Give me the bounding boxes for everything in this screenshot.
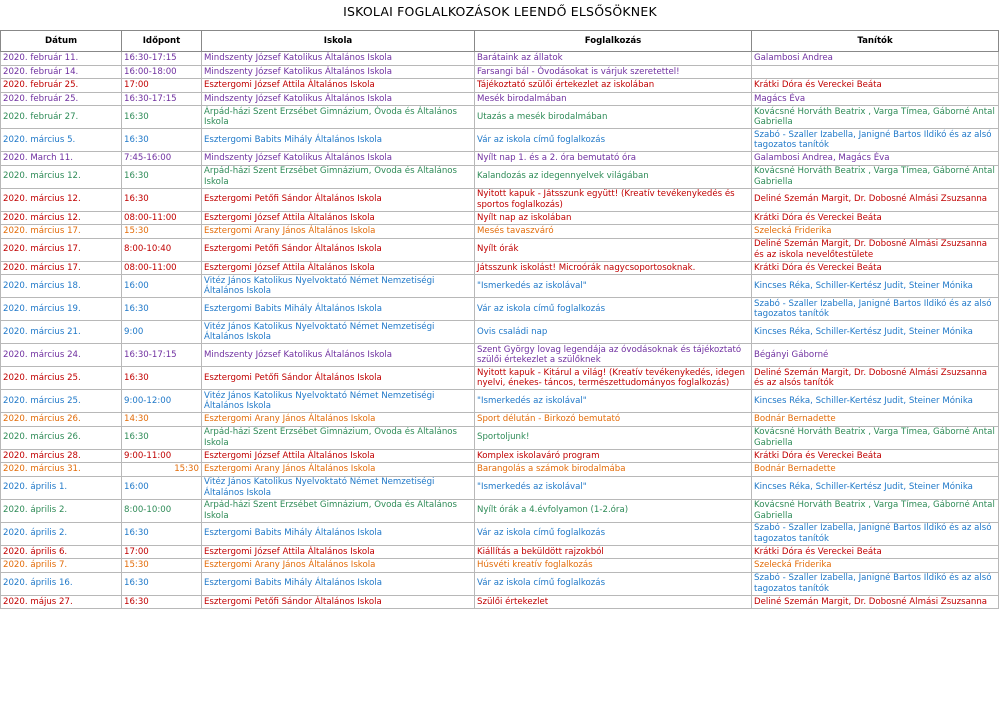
teachers-cell: Szabó - Szaller Izabella, Janigné Bartos Ildikó és az alsó tagozatos tanítók bbox=[752, 298, 999, 321]
time-cell: 16:30 bbox=[122, 595, 202, 609]
date-cell: 2020. március 26. bbox=[1, 413, 122, 427]
activity-cell: Ovis családi nap bbox=[475, 321, 752, 344]
teachers-cell: Kincses Réka, Schiller-Kertész Judit, Steiner Mónika bbox=[752, 476, 999, 499]
date-cell: 2020. március 18. bbox=[1, 275, 122, 298]
table-row bbox=[1, 390, 999, 413]
teachers-cell bbox=[752, 65, 999, 79]
page-title: ISKOLAI FOGLALKOZÁSOK LEENDŐ ELSŐSÖKNEK bbox=[343, 4, 657, 19]
time-cell: 16:30 bbox=[122, 572, 202, 595]
table-row bbox=[1, 572, 999, 595]
teachers-cell: Bodnár Bernadette bbox=[752, 463, 999, 477]
school-cell: Árpád-házi Szent Erzsébet Gimnázium, Óvoda és Általános Iskola bbox=[202, 106, 475, 129]
teachers-cell: Deliné Szemán Margit, Dr. Dobosné Almási Zsuzsanna és az iskola nevelőtestülete bbox=[752, 238, 999, 261]
table-row bbox=[1, 79, 999, 93]
date-cell: 2020. március 25. bbox=[1, 367, 122, 390]
date-cell: 2020. február 11. bbox=[1, 52, 122, 66]
school-cell: Vitéz János Katolikus Nyelvoktató Német Nemzetiségi Általános Iskola bbox=[202, 275, 475, 298]
time-cell: 16:30-17:15 bbox=[122, 344, 202, 367]
school-cell: Esztergomi Arany János Általános Iskola bbox=[202, 225, 475, 239]
activity-cell: Barátaink az állatok bbox=[475, 52, 752, 66]
time-cell: 16:00-18:00 bbox=[122, 65, 202, 79]
teachers-cell: Szabó - Szaller Izabella, Janigné Bartos Ildikó és az alsó tagozatos tanítók bbox=[752, 572, 999, 595]
date-cell: 2020. május 27. bbox=[1, 595, 122, 609]
date-cell: 2020. március 21. bbox=[1, 321, 122, 344]
header-activity: Foglalkozás bbox=[475, 31, 752, 52]
activity-cell: Szülői értekezlet bbox=[475, 595, 752, 609]
date-cell: 2020. április 16. bbox=[1, 572, 122, 595]
date-cell: 2020. március 24. bbox=[1, 344, 122, 367]
school-cell: Vitéz János Katolikus Nyelvoktató Német Nemzetiségi Általános Iskola bbox=[202, 390, 475, 413]
table-row bbox=[1, 426, 999, 449]
date-cell: 2020. március 19. bbox=[1, 298, 122, 321]
school-cell: Mindszenty József Katolikus Általános Iskola bbox=[202, 52, 475, 66]
school-cell: Mindszenty József Katolikus Általános Iskola bbox=[202, 65, 475, 79]
table-row bbox=[1, 238, 999, 261]
teachers-cell: Krátki Dóra és Vereckei Beáta bbox=[752, 545, 999, 559]
time-cell: 16:30 bbox=[122, 298, 202, 321]
school-cell: Vitéz János Katolikus Nyelvoktató Német Nemzetiségi Általános Iskola bbox=[202, 321, 475, 344]
school-cell: Esztergomi Babits Mihály Általános Iskola bbox=[202, 522, 475, 545]
school-cell: Árpád-házi Szent Erzsébet Gimnázium, Óvoda és Általános Iskola bbox=[202, 165, 475, 188]
teachers-cell: Magács Éva bbox=[752, 92, 999, 106]
table-row bbox=[1, 545, 999, 559]
time-cell: 16:30 bbox=[122, 367, 202, 390]
teachers-cell: Kincses Réka, Schiller-Kertész Judit, Steiner Mónika bbox=[752, 390, 999, 413]
time-cell: 08:00-11:00 bbox=[122, 211, 202, 225]
teachers-cell: Krátki Dóra és Vereckei Beáta bbox=[752, 261, 999, 275]
teachers-cell: Kovácsné Horváth Beatrix , Varga Tímea, Gáborné Antal Gabriella bbox=[752, 106, 999, 129]
table-row bbox=[1, 188, 999, 211]
time-cell: 17:00 bbox=[122, 79, 202, 93]
table-row bbox=[1, 499, 999, 522]
date-cell: 2020. március 17. bbox=[1, 238, 122, 261]
school-cell: Mindszenty József Katolikus Általános Iskola bbox=[202, 344, 475, 367]
date-cell: 2020. March 11. bbox=[1, 152, 122, 166]
table-row bbox=[1, 211, 999, 225]
school-cell: Mindszenty József Katolikus Általános Iskola bbox=[202, 92, 475, 106]
date-cell: 2020. március 25. bbox=[1, 390, 122, 413]
teachers-cell: Krátki Dóra és Vereckei Beáta bbox=[752, 79, 999, 93]
table-row bbox=[1, 106, 999, 129]
activity-cell: Játsszunk iskolást! Microórák nagycsoportosoknak. bbox=[475, 261, 752, 275]
table-row bbox=[1, 92, 999, 106]
schedule-table bbox=[0, 30, 999, 609]
time-cell: 16:00 bbox=[122, 476, 202, 499]
teachers-cell: Krátki Dóra és Vereckei Beáta bbox=[752, 211, 999, 225]
date-cell: 2020. április 2. bbox=[1, 522, 122, 545]
activity-cell: Farsangi bál - Óvodásokat is várjuk szeretettel! bbox=[475, 65, 752, 79]
date-cell: 2020. március 31. bbox=[1, 463, 122, 477]
table-row bbox=[1, 476, 999, 499]
activity-cell: Barangolás a számok birodalmába bbox=[475, 463, 752, 477]
school-cell: Esztergomi Petőfi Sándor Általános Iskola bbox=[202, 367, 475, 390]
date-cell: 2020. március 17. bbox=[1, 261, 122, 275]
table-row bbox=[1, 449, 999, 463]
activity-cell: Kiállítás a beküldött rajzokból bbox=[475, 545, 752, 559]
teachers-cell: Galambosi Andrea, Magács Éva bbox=[752, 152, 999, 166]
activity-cell: Vár az iskola című foglalkozás bbox=[475, 572, 752, 595]
teachers-cell: Deliné Szemán Margit, Dr. Dobosné Almási Zsuzsanna bbox=[752, 188, 999, 211]
teachers-cell: Galambosi Andrea bbox=[752, 52, 999, 66]
school-cell: Esztergomi József Attila Általános Iskola bbox=[202, 261, 475, 275]
school-cell: Árpád-házi Szent Erzsébet Gimnázium, Óvoda és Általános Iskola bbox=[202, 499, 475, 522]
table-row bbox=[1, 367, 999, 390]
school-cell: Esztergomi Petőfi Sándor Általános Iskola bbox=[202, 238, 475, 261]
time-cell: 7:45-16:00 bbox=[122, 152, 202, 166]
school-cell: Esztergomi József Attila Általános Iskola bbox=[202, 79, 475, 93]
activity-cell: Nyílt nap az iskolában bbox=[475, 211, 752, 225]
school-cell: Esztergomi József Attila Általános Iskola bbox=[202, 211, 475, 225]
school-cell: Esztergomi József Attila Általános Iskola bbox=[202, 449, 475, 463]
header-date: Dátum bbox=[1, 31, 122, 52]
school-cell: Vitéz János Katolikus Nyelvoktató Német Nemzetiségi Általános Iskola bbox=[202, 476, 475, 499]
time-cell: 16:30 bbox=[122, 165, 202, 188]
date-cell: 2020. március 12. bbox=[1, 211, 122, 225]
date-cell: 2020. április 7. bbox=[1, 559, 122, 573]
activity-cell: Nyitott kapuk - Kitárul a világ! (Kreatív tevékenykedés, idegen nyelvi, énekes- táncos, természettudományos foglalkozás) bbox=[475, 367, 752, 390]
table-row bbox=[1, 413, 999, 427]
date-cell: 2020. április 1. bbox=[1, 476, 122, 499]
school-cell: Árpád-házi Szent Erzsébet Gimnázium, Óvoda és Általános Iskola bbox=[202, 426, 475, 449]
teachers-cell: Kincses Réka, Schiller-Kertész Judit, Steiner Mónika bbox=[752, 321, 999, 344]
time-cell: 9:00 bbox=[122, 321, 202, 344]
teachers-cell: Deliné Szemán Margit, Dr. Dobosné Almási Zsuzsanna és az alsós tanítók bbox=[752, 367, 999, 390]
school-cell: Esztergomi Arany János Általános Iskola bbox=[202, 413, 475, 427]
school-cell: Esztergomi Arany János Általános Iskola bbox=[202, 559, 475, 573]
teachers-cell: Kovácsné Horváth Beatrix , Varga Tímea, Gáborné Antal Gabriella bbox=[752, 499, 999, 522]
school-cell: Esztergomi Babits Mihály Általános Iskola bbox=[202, 298, 475, 321]
time-cell: 16:30-17:15 bbox=[122, 92, 202, 106]
table-row bbox=[1, 344, 999, 367]
table-row bbox=[1, 321, 999, 344]
date-cell: 2020. február 14. bbox=[1, 65, 122, 79]
school-cell: Mindszenty József Katolikus Általános Iskola bbox=[202, 152, 475, 166]
teachers-cell: Szelecká Friderika bbox=[752, 225, 999, 239]
activity-cell: Szent György lovag legendája az óvodásoknak és tájékoztató szülői értekezlet a szülőknek bbox=[475, 344, 752, 367]
time-cell: 16:00 bbox=[122, 275, 202, 298]
date-cell: 2020. március 28. bbox=[1, 449, 122, 463]
table-row bbox=[1, 129, 999, 152]
table-row bbox=[1, 165, 999, 188]
date-cell: 2020. február 27. bbox=[1, 106, 122, 129]
date-cell: 2020. március 5. bbox=[1, 129, 122, 152]
activity-cell: Kalandozás az idegennyelvek világában bbox=[475, 165, 752, 188]
time-cell: 16:30-17:15 bbox=[122, 52, 202, 66]
activity-cell: Sportoljunk! bbox=[475, 426, 752, 449]
table-row bbox=[1, 463, 999, 477]
activity-cell: "Ismerkedés az iskolával" bbox=[475, 390, 752, 413]
header-school: Iskola bbox=[202, 31, 475, 52]
table-row bbox=[1, 595, 999, 609]
school-cell: Esztergomi Petőfi Sándor Általános Iskola bbox=[202, 595, 475, 609]
time-cell: 9:00-12:00 bbox=[122, 390, 202, 413]
table-row bbox=[1, 152, 999, 166]
activity-cell: "Ismerkedés az iskolával" bbox=[475, 275, 752, 298]
school-cell: Esztergomi Babits Mihály Általános Iskola bbox=[202, 572, 475, 595]
header-teachers: Tanítók bbox=[752, 31, 999, 52]
activity-cell: Komplex iskolaváró program bbox=[475, 449, 752, 463]
activity-cell: Tájékoztató szülői értekezlet az iskolában bbox=[475, 79, 752, 93]
teachers-cell: Szabó - Szaller Izabella, Janigné Bartos Ildikó és az alsó tagozatos tanítók bbox=[752, 129, 999, 152]
school-cell: Esztergomi Petőfi Sándor Általános Iskola bbox=[202, 188, 475, 211]
time-cell: 17:00 bbox=[122, 545, 202, 559]
time-cell: 16:30 bbox=[122, 426, 202, 449]
date-cell: 2020. április 2. bbox=[1, 499, 122, 522]
teachers-cell: Krátki Dóra és Vereckei Beáta bbox=[752, 449, 999, 463]
time-cell: 8:00-10:00 bbox=[122, 499, 202, 522]
table-row bbox=[1, 298, 999, 321]
school-cell: Esztergomi Babits Mihály Általános Iskola bbox=[202, 129, 475, 152]
activity-cell: Húsvéti kreatív foglalkozás bbox=[475, 559, 752, 573]
date-cell: 2020. április 6. bbox=[1, 545, 122, 559]
date-cell: 2020. március 17. bbox=[1, 225, 122, 239]
time-cell: 8:00-10:40 bbox=[122, 238, 202, 261]
activity-cell: Sport délután - Birkozó bemutató bbox=[475, 413, 752, 427]
time-cell: 16:30 bbox=[122, 129, 202, 152]
table-row bbox=[1, 225, 999, 239]
activity-cell: Mesés tavaszváró bbox=[475, 225, 752, 239]
time-cell: 9:00-11:00 bbox=[122, 449, 202, 463]
activity-cell: Vár az iskola című foglalkozás bbox=[475, 129, 752, 152]
time-cell: 14:30 bbox=[122, 413, 202, 427]
teachers-cell: Deliné Szemán Margit, Dr. Dobosné Almási Zsuzsanna bbox=[752, 595, 999, 609]
table-row bbox=[1, 275, 999, 298]
table-row bbox=[1, 559, 999, 573]
date-cell: 2020. február 25. bbox=[1, 92, 122, 106]
teachers-cell: Bégányi Gáborné bbox=[752, 344, 999, 367]
activity-cell: Vár az iskola című foglalkozás bbox=[475, 522, 752, 545]
table-row bbox=[1, 65, 999, 79]
time-cell: 16:30 bbox=[122, 522, 202, 545]
header-time: Időpont bbox=[122, 31, 202, 52]
header-row bbox=[1, 31, 999, 52]
activity-cell: Mesék birodalmában bbox=[475, 92, 752, 106]
activity-cell: Nyílt nap 1. és a 2. óra bemutató óra bbox=[475, 152, 752, 166]
activity-cell: Nyílt órák a 4.évfolyamon (1-2.óra) bbox=[475, 499, 752, 522]
time-cell: 15:30 bbox=[122, 559, 202, 573]
teachers-cell: Szabó - Szaller Izabella, Janigné Bartos Ildikó és az alsó tagozatos tanítók bbox=[752, 522, 999, 545]
teachers-cell: Kovácsné Horváth Beatrix , Varga Tímea, Gáborné Antal Gabriella bbox=[752, 165, 999, 188]
time-cell: 15:30 bbox=[122, 225, 202, 239]
table-row bbox=[1, 522, 999, 545]
teachers-cell: Kovácsné Horváth Beatrix , Varga Tímea, Gáborné Antal Gabriella bbox=[752, 426, 999, 449]
activity-cell: Nyitott kapuk - Játsszunk együtt! (Kreatív tevékenykedés és sportos foglalkozás) bbox=[475, 188, 752, 211]
school-cell: Esztergomi József Attila Általános Iskola bbox=[202, 545, 475, 559]
activity-cell: Vár az iskola című foglalkozás bbox=[475, 298, 752, 321]
teachers-cell: Kincses Réka, Schiller-Kertész Judit, Steiner Mónika bbox=[752, 275, 999, 298]
date-cell: 2020. március 12. bbox=[1, 188, 122, 211]
teachers-cell: Szelecká Friderika bbox=[752, 559, 999, 573]
table-row bbox=[1, 261, 999, 275]
activity-cell: "Ismerkedés az iskolával" bbox=[475, 476, 752, 499]
date-cell: 2020. március 26. bbox=[1, 426, 122, 449]
activity-cell: Utazás a mesék birodalmában bbox=[475, 106, 752, 129]
time-cell: 16:30 bbox=[122, 188, 202, 211]
date-cell: 2020. február 25. bbox=[1, 79, 122, 93]
table-row bbox=[1, 52, 999, 66]
date-cell: 2020. március 12. bbox=[1, 165, 122, 188]
school-cell: Esztergomi Arany János Általános Iskola bbox=[202, 463, 475, 477]
time-cell: 15:30 bbox=[122, 463, 202, 477]
time-cell: 16:30 bbox=[122, 106, 202, 129]
time-cell: 08:00-11:00 bbox=[122, 261, 202, 275]
activity-cell: Nyílt órák bbox=[475, 238, 752, 261]
teachers-cell: Bodnár Bernadette bbox=[752, 413, 999, 427]
schedule-rows bbox=[1, 52, 999, 609]
